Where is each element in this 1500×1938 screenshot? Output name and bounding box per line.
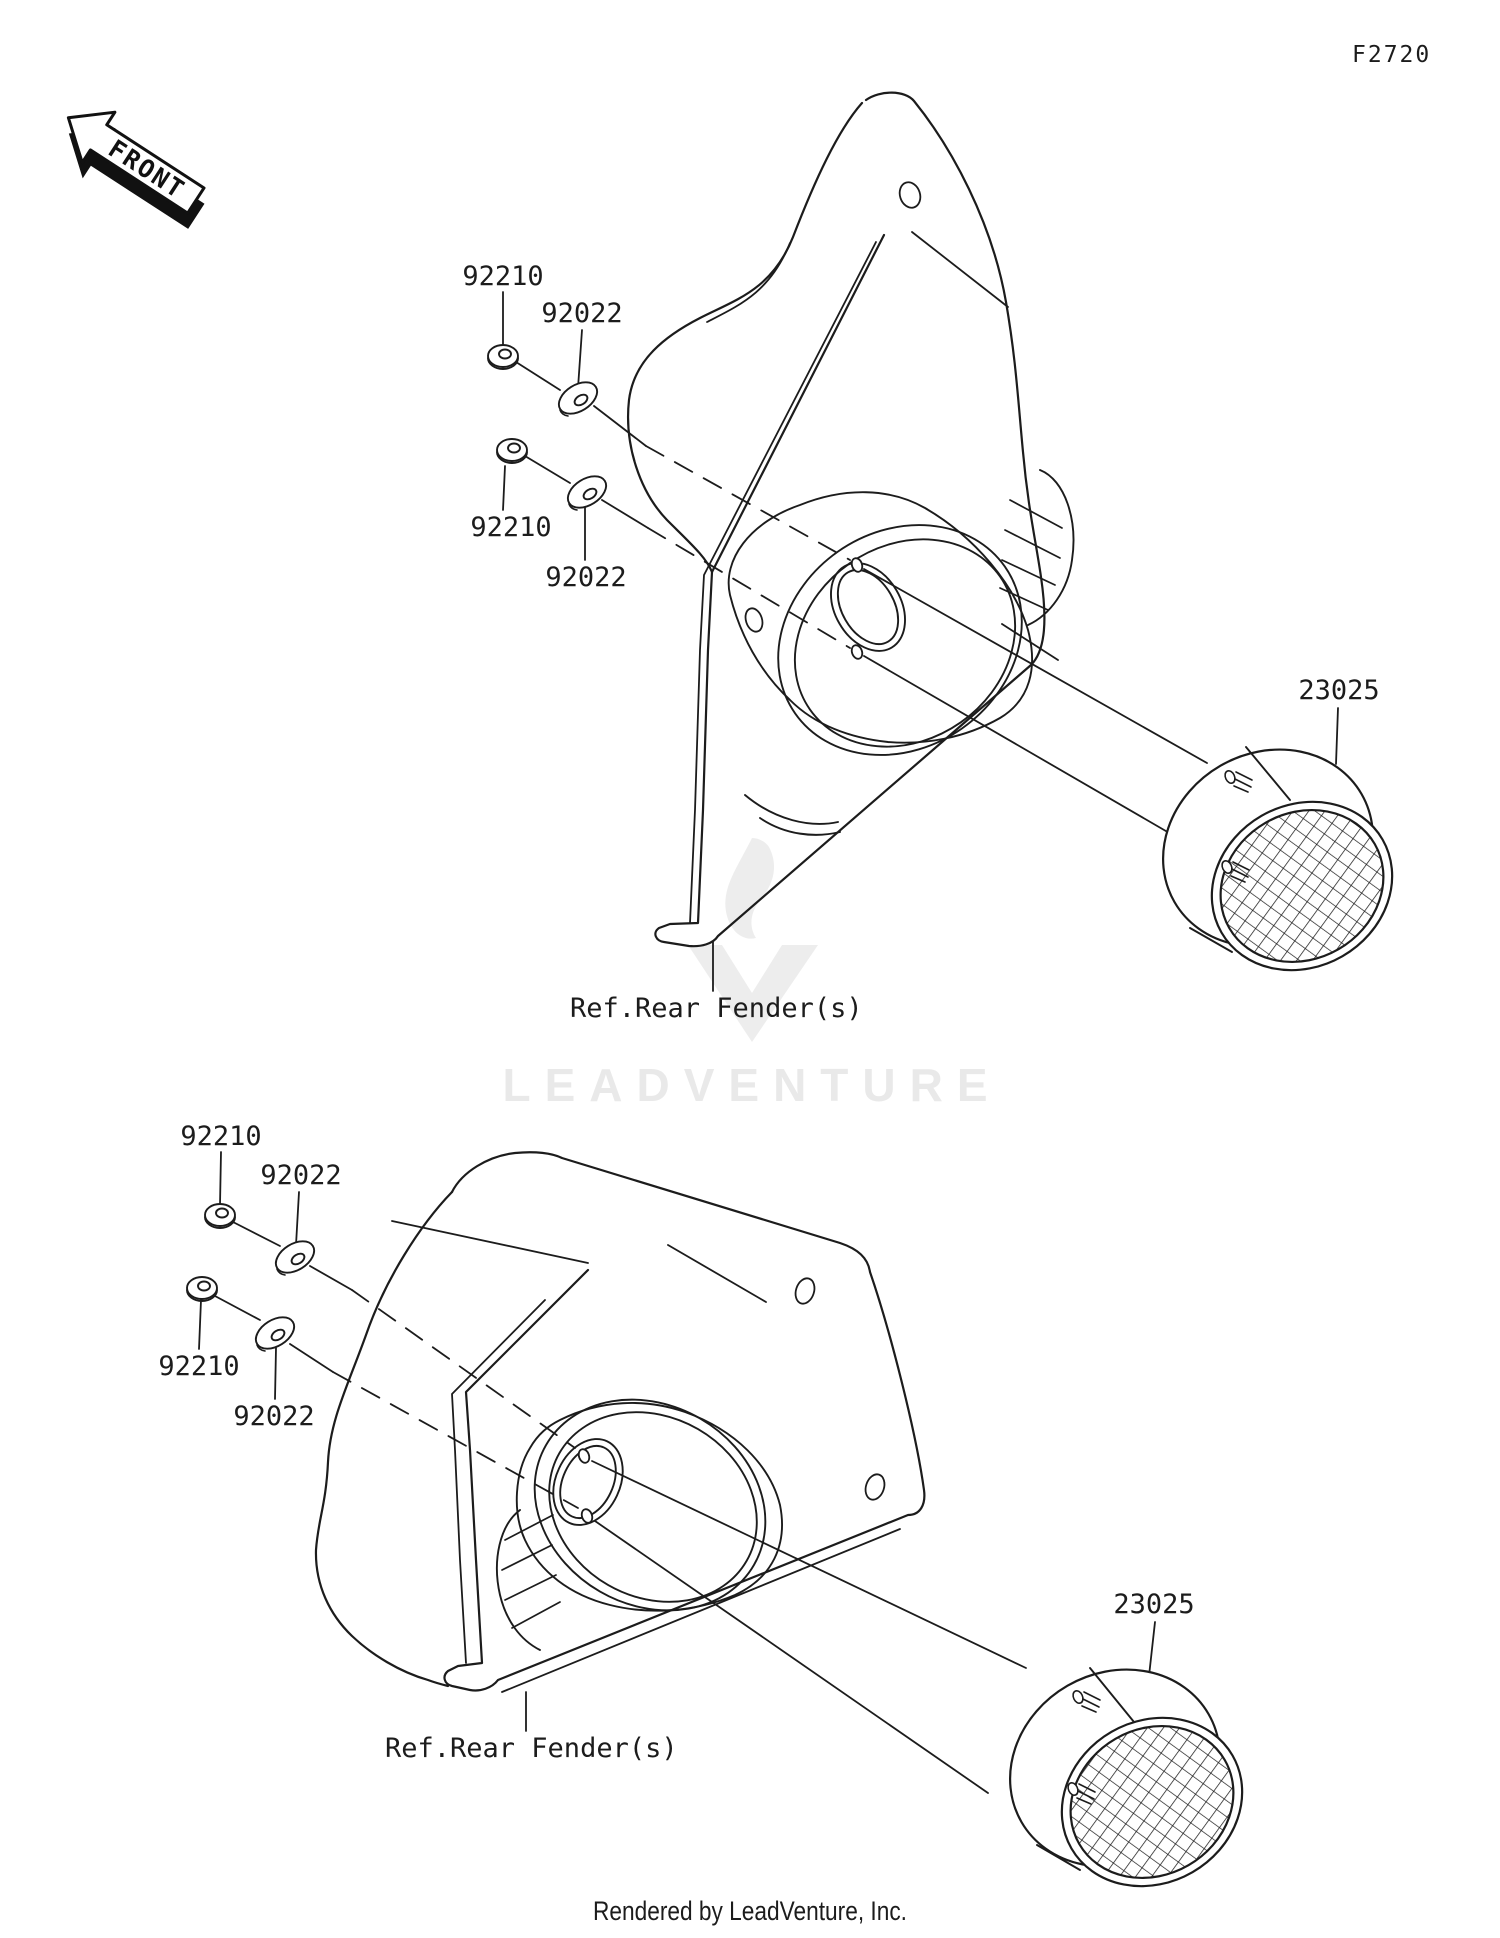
assembly-dashed-line xyxy=(352,1290,575,1448)
part-label-nut: 92210 xyxy=(158,1351,240,1382)
flat-washer xyxy=(562,470,611,514)
label-leader xyxy=(1149,1622,1155,1676)
fiche-code: F2720 xyxy=(1352,42,1432,68)
assembly-lines-lower xyxy=(199,1152,1155,1793)
part-label-nut: 92210 xyxy=(470,512,552,543)
part-label-nut: 92210 xyxy=(462,261,544,292)
tail-light-recess-lower xyxy=(496,1358,804,1651)
render-credit: Rendered by LeadVenture, Inc. xyxy=(593,1896,907,1926)
part-label-washer: 92022 xyxy=(260,1160,342,1191)
label-leader xyxy=(220,1152,221,1205)
label-leader xyxy=(296,1192,299,1245)
fender-reference-label: Ref.Rear Fender(s) xyxy=(570,993,863,1024)
bulb-socket-hole xyxy=(825,559,910,654)
mount-hole xyxy=(792,1276,817,1306)
label-leader xyxy=(275,1348,276,1399)
rear-fender-outline-lower xyxy=(316,1152,924,1692)
part-label-washer: 92022 xyxy=(545,562,627,593)
part-label-nut: 92210 xyxy=(180,1121,262,1152)
front-arrow xyxy=(45,93,220,242)
tail-light-lens-upper xyxy=(1127,712,1423,1003)
rear-fender-outline-upper xyxy=(628,93,1058,947)
assembly-dashed-line xyxy=(333,1372,578,1508)
leadventure-watermark: LEADVENTURE xyxy=(502,1059,1002,1111)
flange-nut xyxy=(497,439,527,463)
assembly-dashed-line xyxy=(648,528,850,648)
flange-nut xyxy=(205,1204,235,1228)
label-leader xyxy=(578,330,582,388)
upper-diagram xyxy=(488,93,1423,1003)
label-leader xyxy=(1336,708,1338,764)
flat-washer xyxy=(250,1311,299,1355)
flange-nut xyxy=(488,345,518,369)
part-label-lens: 23025 xyxy=(1113,1589,1195,1620)
front-arrow-label: FRONT xyxy=(103,133,191,205)
tail-light-recess-upper xyxy=(729,470,1074,835)
fender-reference-label: Ref.Rear Fender(s) xyxy=(385,1733,678,1764)
tail-light-lens-lower xyxy=(974,1632,1273,1919)
part-label-lens: 23025 xyxy=(1298,675,1380,706)
assembly-dashed-line xyxy=(646,446,850,560)
assembly-line xyxy=(864,569,1207,763)
label-leader xyxy=(199,1300,201,1349)
mount-hole xyxy=(743,606,766,634)
label-leader xyxy=(503,466,505,510)
mount-hole xyxy=(896,180,923,211)
flange-nut xyxy=(187,1277,217,1301)
mount-hole xyxy=(862,1472,887,1502)
flat-washer xyxy=(270,1235,319,1279)
part-label-washer: 92022 xyxy=(233,1401,315,1432)
stud-tip xyxy=(577,1448,591,1465)
lower-diagram xyxy=(187,1152,1273,1919)
part-label-washer: 92022 xyxy=(541,298,623,329)
